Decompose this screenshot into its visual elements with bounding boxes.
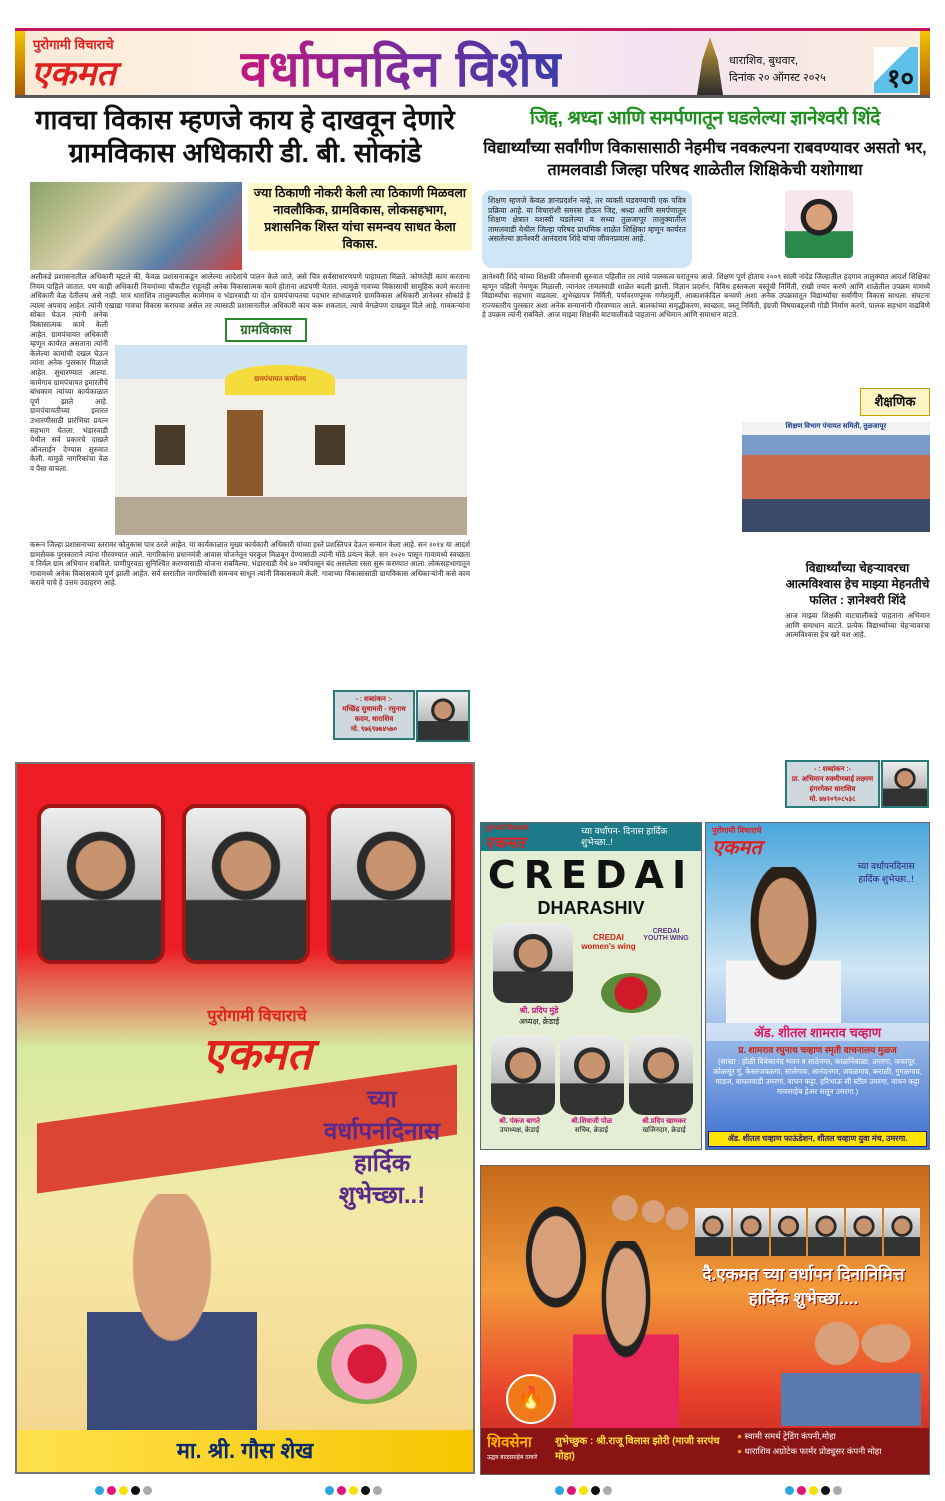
- category-badge: ग्रामविकास: [225, 318, 307, 342]
- org-line: ● स्वामी समर्थ ट्रेडिंग कंपनी,मोहा: [737, 1431, 836, 1441]
- person-photo: [733, 1208, 769, 1256]
- byline-phone: मो. ७४२०९०८५३८: [809, 796, 856, 803]
- person-name: श्री.शिवाजी पोळ: [570, 1118, 613, 1125]
- masthead-title: वर्धापनदिन विशेष: [240, 33, 562, 101]
- story1-body: करून जिल्हा प्रशासनाच्या स्तरावर कौतुकास पात्र ठरले आहेत. या कार्यकाळात मुख्य कार्यकारी अधिकारी यांच्या हस्ते प्रशस्तिपत्र देऊन सन्मान केला आहे. सन २०१४ या आदर्श ग्रामसेवक पुरस्काराने त्यांना गौरवण्यात आले. नागरिकांना प्रधानमंत्री आवास योजनेतून घरकुल मिळवून देण्यासाठी त्यांनी मोठे प्रयत्न केले. सन २०२० पासून गावामध्ये स्वच्छता व निर्मल ग्राम अभियान राबविले. पाणीपुरवठा सुनिश्चित करण्यासाठी योजना राबविल्या. भंडारवाडी येथे ४० वर्षापासून बंद असलेला रस्ता सुरू करण्यात आला. लोकसहभागातून गावामध्ये अनेक विकासकामे पूर्ण झाली आहेत. सर्व स्तरातील नागरिकांशी समन्वय साधून त्यांनी विकासकामे केली. गावाच्या विकासासाठी ग्रामविकास अधिकाऱ्यांनी कसे काम करावे याचे हे उत्तम उदाहरण आहे.: [30, 540, 470, 588]
- person-photo: [808, 1208, 844, 1256]
- party-subtitle: उद्धव बाळासाहेब ठाकरे: [487, 1455, 538, 1461]
- person-name: श्री.प्रदिप खामकर: [641, 1118, 687, 1125]
- award-photo: [30, 182, 242, 270]
- date-line: दिनांक २० ऑगस्ट २०२५: [729, 72, 826, 84]
- credai-person: [628, 1117, 700, 1135]
- person-name: श्री. प्रदिप मुंडे: [519, 1006, 559, 1015]
- person-role: खजिनदार, क्रेडाई: [642, 1127, 686, 1134]
- story1-byline: [333, 690, 415, 740]
- person-photo: [884, 1208, 920, 1256]
- ad-gaus-shaikh: [15, 762, 475, 1474]
- ad-footer-band: [481, 1428, 929, 1474]
- building-window: [155, 425, 185, 465]
- building-door: [227, 410, 263, 496]
- president-photo: [493, 923, 573, 1003]
- party-name: शिवसेना: [487, 1434, 532, 1451]
- ad-branches: (शाखा : होळी विवेकानंद भवन व साठेनगर, काळनिंबाळा, उमरगा, जकापूर, कोळसूर गुं, केसरजवळगा, सालेगाव, आनंदनगर, जवळगाव, कराळी, गुगळगाव, माडज, वाघलवाडी उमरगा, वाचन कट्टा, हरिभाऊ सी स्टील उमरगा, वाचन कट्टा गावसाहेब हेअर सलून उमरगा.): [713, 1057, 922, 1096]
- person-photo: [560, 1035, 624, 1115]
- portrait-photo: [327, 804, 455, 964]
- wisher-name: शुभेच्छुक : श्री.राजू विलास झोरी (माजी सरपंच मोहा): [555, 1436, 720, 1462]
- byline-name: मच्छिंद्र सुधामती - रघुनाथ कदम, धाराशिव: [342, 706, 406, 723]
- ad-greeting: च्या वर्धापन- दिनास हार्दिक शुभेच्छा..!: [581, 826, 668, 847]
- greeting-line: हार्दिक: [353, 1150, 411, 1177]
- ad-logo: एकमत: [485, 835, 525, 852]
- story2-subhead: विद्यार्थ्यांच्या सर्वांगीण विकासासाठी नेहमीच नवकल्पना राबवण्यावर असतो भर, तामलवाडी जिल्हा परिषद शाळेतील शिक्षिकेची यशोगाथा: [483, 140, 927, 179]
- person-role: अध्यक्ष, क्रेडाई: [518, 1017, 560, 1026]
- headline-line: गावचा विकास म्हणजे काय हे दाखवून देणारे: [35, 105, 455, 135]
- credai-person: [489, 1005, 589, 1027]
- pen-trophy-icon: [697, 37, 723, 95]
- leader-photo: [573, 1241, 679, 1428]
- supporters-photo: [781, 1308, 921, 1426]
- youth-wing-logo: CREDAI YOUTH WING: [643, 928, 689, 942]
- headline-line: ग्रामविकास अधिकारी डी. बी. सोकांडे: [68, 138, 422, 168]
- workers-photo-strip: [695, 1208, 920, 1256]
- person-role: सचिव, क्रेडाई: [574, 1127, 609, 1134]
- person-role: उपाध्यक्ष, क्रेडाई: [499, 1127, 540, 1134]
- ad-greeting: हार्दिक शुभेच्छा....: [748, 1289, 859, 1308]
- ad-greeting: दै.एकमत च्या वर्धापन दिनानिमित्त: [702, 1265, 905, 1284]
- date-line: धाराशिव, बुधवार,: [729, 55, 799, 67]
- byline-phone: मो. ९७६९७७४५७०: [350, 726, 398, 733]
- masthead-edge: [15, 31, 25, 95]
- byline-name: प्रा. अभिमान रुक्मीणबाई लक्ष्मण हंगरगेकर धाराशिव: [791, 776, 874, 793]
- story1-deck: ज्या ठिकाणी नोकरी केली त्या ठिकाणी मिळवला नावलौकिक, ग्रामविकास, लोकसहभाग, प्रशासनिक शिस्त यांचा समन्वय साधत केला विकास.: [248, 183, 472, 251]
- page-number: १०: [874, 47, 918, 93]
- person-photo: [491, 1035, 555, 1115]
- ad-footer: ॲड. शीतल चव्हाण फाऊंडेशन, शीतल चव्हाण युवा मंच, उमरगा.: [708, 1131, 927, 1147]
- sheetal-chavan-photo: [726, 867, 841, 1023]
- quote-body: आज माझ्या शिक्षकी वाटचालीकडे पाहताना अभिमान आणि समाधान वाटते. प्रत्येक विद्यार्थ्याच्या चेहऱ्यावरचा आत्मविश्वास हेच खरे यश आहे.: [785, 611, 930, 640]
- author-photo: [416, 690, 470, 742]
- womens-wing-logo: CREDAI women's wing: [581, 933, 636, 951]
- story2-byline: [785, 760, 880, 808]
- ad-sheetal-chavan: [705, 822, 930, 1150]
- ad-credai-header: [481, 823, 701, 851]
- greeting-line: वर्धापनदिनास: [324, 1118, 440, 1145]
- ad-name: मा. श्री. गौस शेख: [17, 1430, 473, 1472]
- ad-credai: [480, 822, 702, 1150]
- author-photo: [881, 760, 929, 808]
- registration-marks: [95, 1486, 152, 1495]
- masthead-logo: एकमत: [31, 55, 116, 93]
- person-photo: [629, 1035, 693, 1115]
- roses-graphic: [601, 973, 661, 1013]
- ad-greeting: [297, 1084, 467, 1212]
- teacher-photo: [785, 190, 853, 258]
- story2-headline: जिद्द, श्रध्दा आणि समर्पणातून घडलेल्या ज्ञानेश्वरी शिंदे: [529, 108, 881, 129]
- category-badge: शैक्षणिक: [860, 388, 930, 416]
- building-sign: ग्रामपंचायत कार्यालय: [225, 365, 335, 395]
- portrait-photo: [37, 804, 165, 964]
- building-window: [315, 425, 345, 465]
- ad-tagline: पुरोगामी विचाराचे: [207, 1008, 307, 1025]
- ad-shivsena: [480, 1165, 930, 1475]
- ad-logo: एकमत: [202, 1030, 312, 1079]
- greeting-line: च्या: [367, 1086, 397, 1113]
- grampanchayat-building-photo: [115, 345, 467, 535]
- byline-label: - : शब्दांकन :-: [355, 696, 393, 703]
- person-photo: [695, 1208, 731, 1256]
- person-photo: [846, 1208, 882, 1256]
- org-name: धाराशिव अग्रोटेक फार्मर प्रोड्युसर कंपनी मोहा: [744, 1446, 882, 1456]
- masthead-tagline: पुरोगामी विचाराचे: [33, 37, 114, 52]
- story2-quote-box: [785, 560, 930, 755]
- photo-banner: शिक्षण विभाग पंचायत समिती, तुळजापूर: [785, 423, 887, 430]
- registration-marks: [555, 1486, 612, 1495]
- ad-name: ॲड. शीतल शामराव चव्हाण: [706, 1023, 929, 1041]
- story1-body: अलीकडे प्रशासनातील अधिकारी म्हटले की, केवळ प्रशासनाकडून आलेल्या आदेशांचे पालन केले जाते, असे चित्र सर्वसाधारणपणे पाहायला मिळते. कोणतेही काम करताना नियम पाहिले जातात. पण काही अधिकारी नियमांच्या चौकटीत राहूनही अनेक विकासात्मक कामे होताना अडचणी येतात. त्यामुळे गावच्या विकासाची सामूहिक कामे करताना अधिकारी वेळ देतीलच असे नाही. मात्र धाराशिव तालुक्यातील कामेगाव व भंडारवाडी या दोन ग्रामपंचायतचा पदभार सांभाळणारे ग्रामविकास अधिकारी ज्ञानेश्वर सोकांडे हे त्याला अपवाद आहेत. त्यांनी एखाद्या गावचा विकास करायचा असेल तर त्यासाठी प्रशासनातील अधिकारी काय करू शकतात, त्याचे वेगळेपण दाखवून दिले आहे. गावकऱ्यांना सोबत घेऊन त्यांनी अनेक विकासात्मक कामे केली आहेत. ग्रामपंचायत अधिकारी म्हणून कार्यरत असताना त्यांनी केलेल्या कामांची दखल घेऊन त्यांना अनेक पुरस्कार मिळाले आहेत. सुधारण्यात आल्या. कामेगाव ग्रामपंचायत इमारतीचे बांधकाम त्यांच्या कार्यकाळात पूर्ण झाले आहे. ग्रामपंचायतीच्या इमारत उभारणीसाठी प्रारंभिचा प्रयत्न सहभाग घेतला. भंडारवाडी येथील सर्व प्रकारचे दाखले ऑनलाईन देण्यास सुरुवात केली. यामुळे नागरिकांचा वेळ व पैसा वाचला.: [30, 272, 470, 473]
- masthead: [15, 28, 930, 98]
- credai-city: DHARASHIV: [537, 898, 645, 918]
- org-line: ● धाराशिव अग्रोटेक फार्मर प्रोड्युसर कंपनी मोहा: [737, 1446, 882, 1456]
- org-name: स्वामी समर्थ ट्रेडिंग कंपनी,मोहा: [744, 1431, 836, 1441]
- leaders-graphic: [601, 1180, 696, 1250]
- torch-icon: 🔥: [506, 1374, 556, 1424]
- bouquet-graphic: [317, 1324, 417, 1404]
- registration-marks: [785, 1486, 842, 1495]
- ad-logo: एकमत: [712, 837, 762, 859]
- story2-intro: शिक्षण म्हणजे केवळ ज्ञानप्रदर्शन नव्हे, तर व्यक्ती घडवण्याची एक पवित्र प्रक्रिया आहे. या विचारांशी समरस होऊन जिद्द, श्रध्दा आणि समर्पणातून शिक्षण क्षेत्रात यशस्वी घडलेल्या व सध्या तुळजापूर तालुक्यातील तामलवाडी येथील जिल्हा परिषद प्राथमिक शाळेत शिक्षिका म्हणून कार्यरत असलेल्या ज्ञानेश्वरी आनंदराव शिंदे यांचा जीवनप्रवास आहे.: [482, 190, 692, 268]
- felicitation-photo: [742, 422, 930, 532]
- ad-greeting: च्या वर्धापनदिनास हार्दिक शुभेच्छा..!: [857, 861, 915, 884]
- person-photo: [771, 1208, 807, 1256]
- credai-person: [484, 1117, 555, 1135]
- ad-tagline: पुरोगामी विचाराचे: [712, 826, 762, 835]
- gaus-shaikh-photo: [87, 1194, 257, 1430]
- quote-headline: विद्यार्थ्यांच्या चेहऱ्यावरचा आत्मविश्वास हेच माझ्या मेहनतीचे फलित : ज्ञानेश्वरी शिंदे: [785, 561, 930, 607]
- portrait-photo: [182, 804, 310, 964]
- byline-label: - : शब्दांकन :-: [813, 766, 852, 773]
- registration-marks: [325, 1486, 382, 1495]
- story2-body: ज्ञानेश्वरी शिंदे यांच्या शिक्षकी जीवनाची सुरुवात पहिलीत तर त्यांचे पालकत्व घरातूनच आले. शिक्षण पूर्ण होताच २००९ साली नांदेड जिल्हातील हदगाव तालुक्यात आदर्श शिक्षिका म्हणून पहिली नेमणूक मिळाली. त्यानंतर तामलवाडी शाळेत बदली झाली. विज्ञान प्रदर्शन, विविध हस्तकला वस्तूंची निर्मिती, राखी तयार करणे आणि शाळेतील उपक्रम यामध्ये विद्यार्थ्यांचा सहभाग वाढवला. शुभेच्छापत्र निर्मिती, पर्यावरणपूरक गणेशमूर्ती, आकाशकंदिल बनवणे अशा अनेक उपक्रमातून विद्यार्थ्यांचा सर्वांगीण विकास साधला. संघटना राज्यस्तरीय पुरस्कार अशा अनेक सन्मानांनी गौरवण्यात आले. बालकांच्या समृद्धीकरण, स्वच्छता, वस्तू निर्मिती, इंग्रजी विषयाबद्दलची गोडी निर्माण करणे, पालक सहभाग वाढविणे हे उपक्रम त्यांनी राबविले. आज माझ्या शिक्षकी वाटचालीकडे पाहताना अभिमान आणि समाधान वाटते.: [482, 272, 930, 320]
- credai-person: [556, 1117, 627, 1135]
- masthead-date: [729, 53, 826, 87]
- credai-title: CREDAI: [487, 853, 695, 897]
- greeting-line: शुभेच्छा..!: [338, 1182, 426, 1209]
- story1-headline: [15, 104, 475, 170]
- person-name: श्री. पंकज बागते: [499, 1118, 540, 1125]
- masthead-edge: [920, 31, 930, 95]
- ad-tagline: पुरोगामी विचाराचे: [485, 825, 529, 832]
- ad-org: प्र. शामराव रघुनाथ चव्हाण स्मृती वाचनालय मुळज: [738, 1045, 897, 1055]
